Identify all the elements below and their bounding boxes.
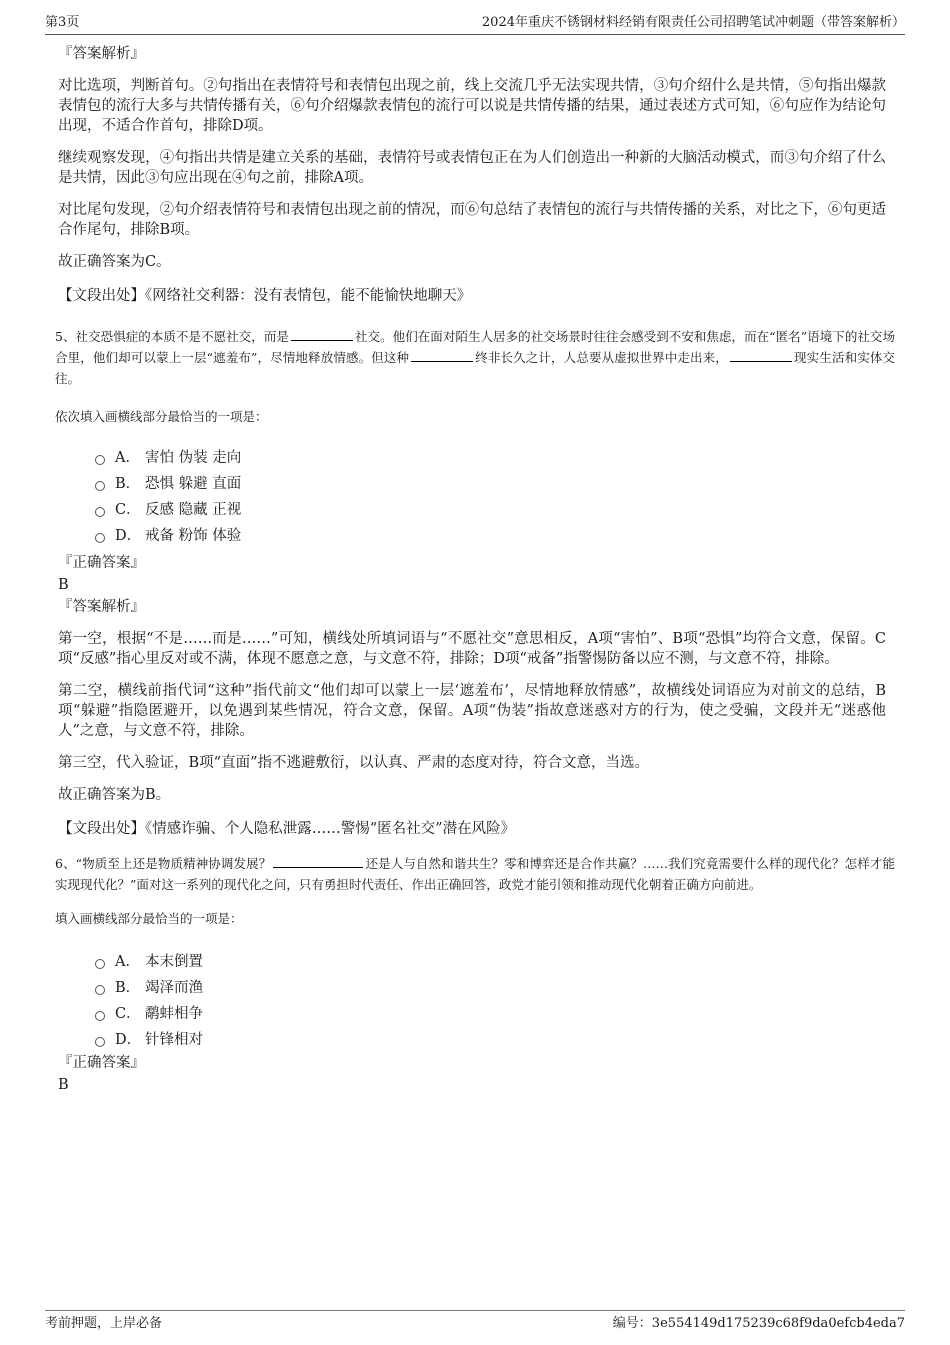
fill-blank	[730, 347, 792, 362]
analysis-paragraph: 故正确答案为B。	[58, 787, 171, 803]
analysis-paragraph: 第三空，代入验证，B项“直面”指不逃避敷衍，以认真、严肃的态度对待，符合文意，当选。	[58, 755, 649, 771]
question-6-options	[95, 949, 895, 1053]
analysis-paragraph: 对比选项，判断首句。②句指出在表情符号和表情包出现之前，线上交流几乎无法实现共情，③句介绍什么是共情，⑤句指出爆款表情包的流行大多与共情传播有关，⑥句介绍爆款表情包的流行可以说是共情传播的结果，通过表述方式可知，⑥句应作为结论句出现，不适合作首句，排除D项。	[58, 78, 886, 134]
radio-icon[interactable]	[95, 985, 105, 995]
analysis-label: 『答案解析』	[58, 599, 145, 615]
option-d[interactable]: D． 针锋相对	[95, 1027, 895, 1053]
radio-icon[interactable]	[95, 959, 105, 969]
option-b[interactable]: B． 竭泽而渔	[95, 975, 895, 1001]
analysis-paragraph: 故正确答案为C。	[58, 254, 171, 270]
page-header	[45, 14, 905, 35]
question-5-options	[95, 445, 895, 549]
fill-blank	[411, 347, 473, 362]
analysis-paragraph: 第一空，根据“不是……而是……”可知，横线处所填词语与“不愿社交”意思相反，A项“害怕”、B项“恐惧”均符合文意，保留。C项“反感”指心里反对或不满，体现不愿意之意，与文意不符，排除；D项“戒备”指警惕防备以应不测，与文意不符，排除。	[58, 631, 886, 667]
radio-icon[interactable]	[95, 507, 105, 517]
fill-blank	[273, 853, 363, 868]
document-title: 2024年重庆不锈钢材料经销有限责任公司招聘笔试冲刺题（带答案解析）	[481, 15, 905, 30]
main-content	[55, 44, 895, 1095]
correct-answer: B	[58, 1077, 69, 1093]
correct-answer: B	[58, 577, 69, 593]
option-d[interactable]: D． 戒备 粉饰 体验	[95, 523, 895, 549]
correct-answer-label: 『正确答案』	[58, 1055, 145, 1071]
correct-answer-label: 『正确答案』	[58, 555, 145, 571]
radio-icon[interactable]	[95, 455, 105, 465]
document-id: 编号：3e554149d175239c68f9da0efcb4eda7	[612, 1316, 905, 1331]
analysis-paragraph: 对比尾句发现，②句介绍表情符号和表情包出现之前的情况，而⑥句总结了表情包的流行与共情传播的关系，对比之下，⑥句更适合作尾句，排除B项。	[58, 202, 886, 238]
option-a[interactable]: A． 害怕 伪装 走向	[95, 445, 895, 471]
option-a[interactable]: A． 本末倒置	[95, 949, 895, 975]
page-footer	[45, 1310, 905, 1335]
analysis-label: 『答案解析』	[58, 46, 145, 62]
fill-blank	[291, 326, 353, 341]
radio-icon[interactable]	[95, 1037, 105, 1047]
analysis-paragraph: 继续观察发现，④句指出共情是建立关系的基础，表情符号或表情包正在为人们创造出一种新的大脑活动模式，而③句介绍了什么是共情，因此③句应出现在④句之前，排除A项。	[58, 150, 886, 186]
option-c[interactable]: C． 反感 隐藏 正视	[95, 497, 895, 523]
page-number: 第3页	[45, 15, 80, 30]
footer-slogan: 考前押题，上岸必备	[45, 1316, 163, 1331]
analysis-paragraph: 第二空，横线前指代词“这种”指代前文“他们却可以蒙上一层‘遮羞布’，尽情地释放情感”，故横线处词语应为对前文的总结，B项“躲避”指隐匿避开，以免遇到某些情况，符合文意，保留。A项“伪装”指故意迷惑对方的行为，使之受骗，文段并无“迷惑他人”之意，与文意不符，排除。	[58, 683, 886, 739]
radio-icon[interactable]	[95, 1011, 105, 1021]
option-b[interactable]: B． 恐惧 躲避 直面	[95, 471, 895, 497]
question-instruction: 填入画横线部分最恰当的一项是：	[55, 911, 243, 926]
radio-icon[interactable]	[95, 481, 105, 491]
question-5-text: 5、社交恐惧症的本质不是不愿社交，而是 社交。他们在面对陌生人居多的社交场景时往往会感受到不安和焦虑，而在“匿名”语境下的社交场合里，他们却可以蒙上一层“遮羞布”，尽情地释放情感。但这种 终非长久之计，人总要从虚拟世界中走出来， 现实生活和实体交往。	[55, 326, 895, 389]
question-instruction: 依次填入画横线部分最恰当的一项是：	[55, 409, 268, 424]
question-6-text: 6、“物质至上还是物质精神协调发展？ 还是人与自然和谐共生？零和博弈还是合作共赢？……我们究竟需要什么样的现代化？怎样才能实现现代化？”面对这一系列的现代化之问，只有勇担时代责任、作出正确回答，政党才能引领和推动现代化朝着正确方向前进。	[55, 853, 895, 895]
passage-source: 【文段出处】《情感诈骗、个人隐私泄露……警惕“匿名社交”潜在风险》	[58, 821, 516, 837]
passage-source: 【文段出处】《网络社交利器：没有表情包，能不能愉快地聊天》	[58, 288, 472, 304]
option-c[interactable]: C． 鹬蚌相争	[95, 1001, 895, 1027]
radio-icon[interactable]	[95, 533, 105, 543]
